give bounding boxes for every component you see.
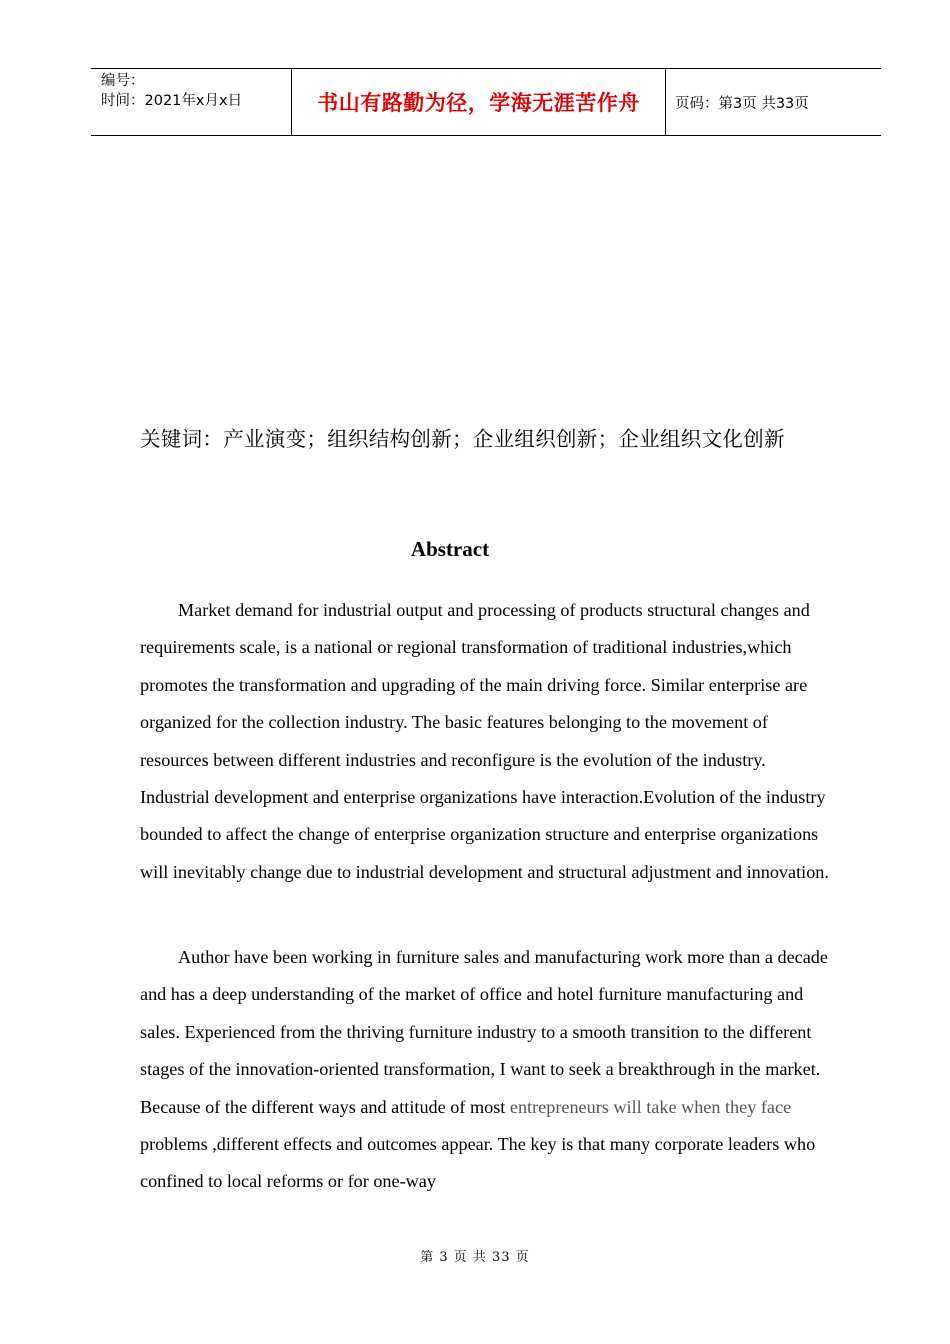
header-motto-cell: [292, 69, 666, 135]
paragraph-2-text-b: problems ,different effects and outcomes appear. The key is that many corporate leaders who confined to local reforms or for one-way: [140, 1134, 816, 1192]
motto-text: 书山有路勤为径，学海无涯苦作舟: [317, 91, 640, 115]
number-label: 编号：: [101, 73, 145, 89]
abstract-paragraph-2: [140, 939, 830, 1201]
abstract-paragraph-1: Market demand for industrial output and processing of products structural changes and requirements scale, is a national or regional transformation of traditional industries,which promotes the transformation and upgrading of the main driving force. Similar enterprise are organized for the collection industry. The basic features belonging to the movement of resources between different industries and reconfigure is the evolution of the industry. Industrial development and enterprise organizations have interaction.Evolution of the industry bounded to affect the change of enterprise organization structure and enterprise organizations will inevitably change due to industrial development and structural adjustment and innovation.: [140, 600, 829, 882]
abstract-title: Abstract: [410, 537, 490, 561]
paragraph-2-grey-text: entrepreneurs will take when they face: [509, 1096, 792, 1117]
time-label: 时间：2021年x月x日: [101, 93, 243, 109]
paragraph-2-text-a: Author have been working in furniture sales and manufacturing work more than a decade and has a deep understanding of the market of office and hotel furniture manufacturing and sales. Experienced from the thriving furniture industry to a smooth transition to the different stages of the innovation-oriented transformation, I want to seek a breakthrough in the market. Because of the different ways and attitude of most: [140, 947, 828, 1117]
page-header: [91, 68, 881, 136]
keywords-line: 关键词：产业演变；组织结构创新；企业组织创新；企业组织文化创新: [140, 427, 785, 451]
page-footer: 第 3 页 共 33 页: [420, 1250, 530, 1265]
header-page-cell: [666, 69, 881, 135]
header-meta-cell: [91, 69, 292, 135]
page-label: 页码：第3页 共33页: [675, 95, 809, 112]
